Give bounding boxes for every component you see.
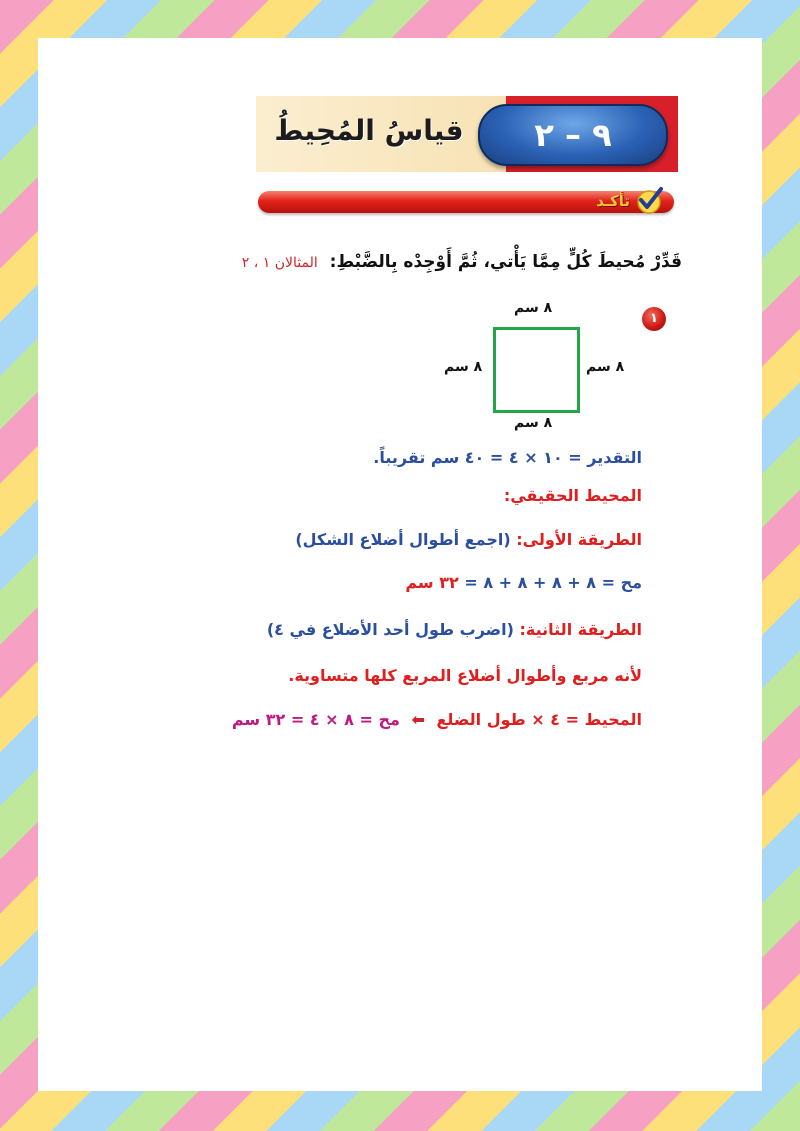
method-two-text: (اضرب طول أحد الأضلاع في ٤) [266,620,514,639]
method-one-expression [405,573,642,592]
square-label-left: ٨ سم [444,359,483,375]
square-label-bottom: ٨ سم [514,415,553,431]
lesson-number: ٩ – ٢ [534,116,612,154]
perimeter-result: مح = ٨ × ٤ = ٣٢ سم [231,710,400,729]
square-label-right: ٨ سم [586,359,625,375]
checkmark-icon [634,185,664,215]
actual-perimeter-heading: المحيط الحقيقي: [503,486,642,505]
instruction-line [242,252,682,272]
lesson-number-pill [478,104,668,166]
method-one-text: (اجمع أطوال أضلاع الشكل) [295,530,511,549]
square-label-top: ٨ سم [514,300,553,316]
formula-line [232,710,642,729]
confirm-bar [258,191,674,213]
lesson-banner [256,96,678,172]
perimeter-formula: المحيط = ٤ × طول الضلع [436,710,642,729]
exercise-number-badge: ١ [642,307,666,331]
square-reason-line: لأنه مربع وأطوال أضلاع المربع كلها متساوية. [288,666,642,685]
instruction-text: قَدِّرْ مُحيطَ كُلٍّ مِمَّا يَأْتي، ثُمَّ أَوْجِدْه بِالضَّبْطِ: [329,252,682,272]
method-two-label: الطريقة الثانية: [519,620,642,639]
worksheet-page [38,38,762,1091]
arrow-left-icon: ⬅ [411,710,425,729]
method-one-label: الطريقة الأولى: [516,530,642,549]
estimate-line: التقدير = ١٠ × ٤ = ٤٠ سم تقريباً. [373,448,642,467]
lesson-title: قياسُ المُحِيطُ [274,114,464,147]
confirm-label: تأكـد [596,192,630,210]
square-figure [493,327,580,413]
method-two-line [267,620,642,639]
method-one-result: ٣٢ سم [405,573,459,592]
method-one-sum: مح = ٨ + ٨ + ٨ + ٨ = [464,573,642,592]
method-one-line [295,530,642,549]
examples-reference: المثالان ١ ، ٢ [241,255,318,271]
